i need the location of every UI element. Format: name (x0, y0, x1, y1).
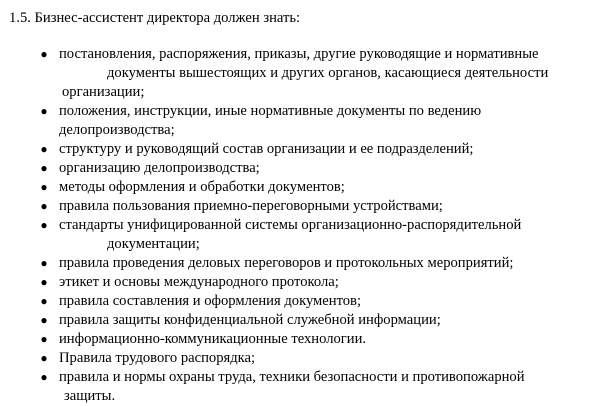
list-item-line: правила защиты конфиденциальной служебной информации; (59, 312, 441, 328)
list-item (0, 273, 599, 292)
list-item-line: постановления, распоряжения, приказы, другие руководящие и нормативные (59, 46, 539, 62)
list-item-line: стандарты унифицированной системы организационно-распорядительной (59, 217, 522, 233)
bullet-list (0, 45, 599, 406)
list-item (0, 292, 599, 311)
bullet-icon: ● (40, 180, 48, 194)
list-item (0, 216, 599, 254)
list-item (0, 102, 599, 140)
list-item (0, 45, 599, 102)
list-item-line: делопроизводства; (59, 122, 175, 138)
list-item (0, 254, 599, 273)
bullet-icon: ● (40, 142, 48, 156)
list-item-line: этикет и основы международного протокола; (59, 274, 339, 290)
list-item-line: защиты. (64, 388, 116, 404)
bullet-icon: ● (40, 104, 48, 118)
bullet-icon: ● (40, 199, 48, 213)
list-item (0, 368, 599, 406)
list-item (0, 197, 599, 216)
list-item-line: документы вышестоящих и других органов, касающиеся деятельности (107, 65, 549, 81)
list-item (0, 330, 599, 349)
list-item-line: правила проведения деловых переговоров и протокольных мероприятий; (59, 255, 514, 271)
list-item-line: информационно-коммуникационные технологии. (59, 331, 367, 347)
list-item-line: документации; (107, 236, 200, 252)
list-item (0, 178, 599, 197)
list-item-line: структуру и руководящий состав организации и ее подразделений; (59, 141, 474, 157)
bullet-icon: ● (40, 275, 48, 289)
section-heading: 1.5. Бизнес-ассистент директора должен знать: (9, 10, 301, 26)
bullet-icon: ● (40, 161, 48, 175)
bullet-icon: ● (40, 332, 48, 346)
list-item-line: методы оформления и обработки документов; (59, 179, 345, 195)
bullet-icon: ● (40, 370, 48, 384)
list-item (0, 140, 599, 159)
list-item-line: Правила трудового распорядка; (59, 350, 256, 366)
bullet-icon: ● (40, 294, 48, 308)
list-item (0, 349, 599, 368)
list-item-line: правила и нормы охраны труда, техники безопасности и противопожарной (59, 369, 525, 385)
bullet-icon: ● (40, 47, 48, 61)
list-item (0, 159, 599, 178)
bullet-icon: ● (40, 256, 48, 270)
list-item-line: положения, инструкции, иные нормативные документы по ведению (59, 103, 482, 119)
list-item-line: правила пользования приемно-переговорными устройствами; (59, 198, 443, 214)
list-item-line: организацию делопроизводства; (59, 160, 260, 176)
list-item (0, 311, 599, 330)
bullet-icon: ● (40, 313, 48, 327)
list-item-line: организации; (62, 84, 145, 100)
list-item-line: правила составления и оформления документов; (59, 293, 362, 309)
bullet-icon: ● (40, 218, 48, 232)
bullet-icon: ● (40, 351, 48, 365)
